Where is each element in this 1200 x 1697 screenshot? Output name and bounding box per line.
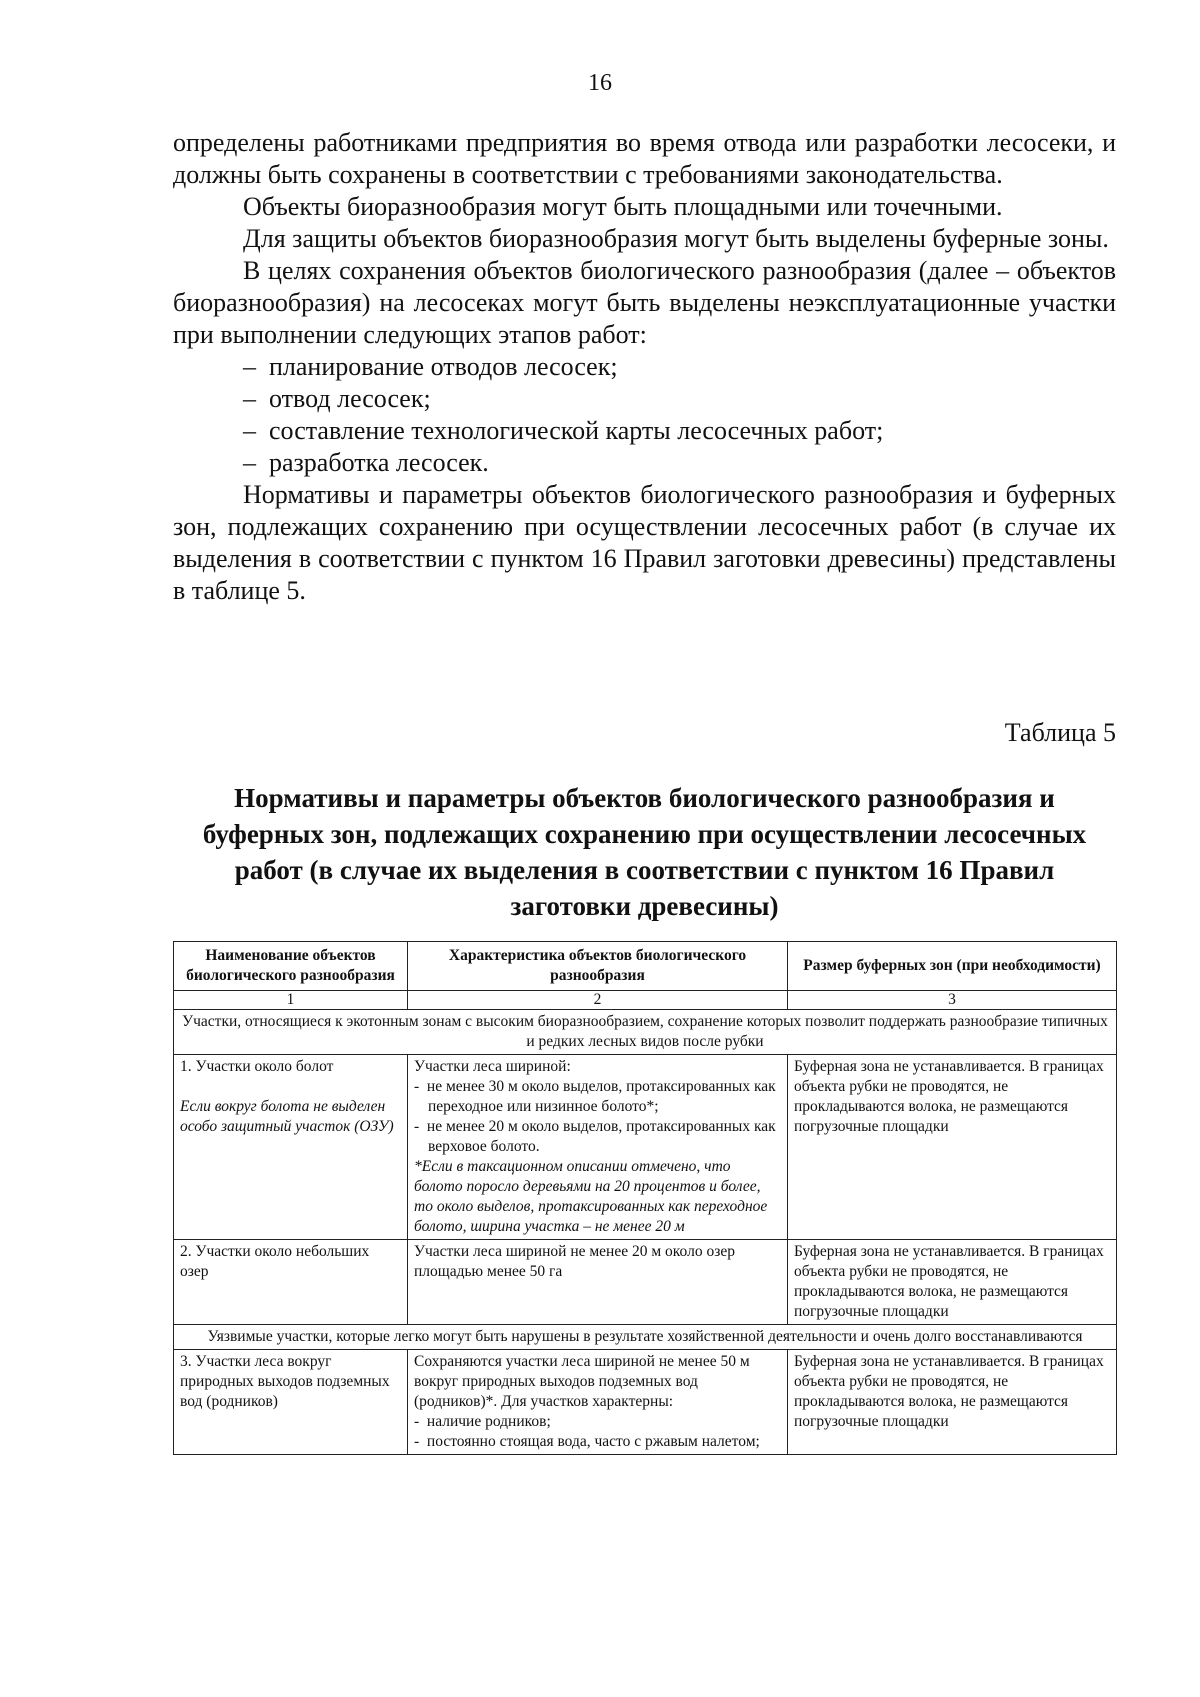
- object-name-note: Если вокруг болота не выделен особо защитный участок (ОЗУ): [180, 1098, 394, 1135]
- paragraph: Объекты биоразнообразия могут быть площадными или точечными.: [243, 192, 1003, 221]
- list-item: - постоянно стоящая вода, часто с ржавым налетом;: [414, 1432, 781, 1452]
- characteristic-cell: Участки леса шириной не менее 20 м около озер площадью менее 50 га: [408, 1240, 788, 1325]
- object-name-cell: [174, 1055, 408, 1240]
- object-name-cell: 3. Участки леса вокруг природных выходов подземных вод (родников): [174, 1350, 408, 1455]
- characteristic-list: [414, 1077, 781, 1157]
- buffer-cell: Буферная зона не устанавливается. В границах объекта рубки не проводятся, не прокладываются волока, не размещаются погрузочные площадки: [788, 1055, 1117, 1240]
- column-number: 2: [408, 991, 788, 1010]
- characteristic-note: *Если в таксационном описании отмечено, что болото поросло деревьями на 20 процентов и более, то около выделов, протаксированных как переходное болото, ширина участка – не менее 20 м: [414, 1158, 768, 1235]
- body-text: [173, 127, 1116, 607]
- list-item: - не менее 30 м около выделов, протаксированных как переходное или низинное болото*;: [414, 1077, 781, 1117]
- characteristic-intro: Участки леса шириной:: [414, 1058, 571, 1075]
- paragraph: Для защиты объектов биоразнообразия могут быть выделены буферные зоны.: [243, 224, 1109, 253]
- table-label: Таблица 5: [1004, 718, 1116, 747]
- table-row: [174, 1240, 1117, 1325]
- page-number: 16: [588, 70, 612, 96]
- group-heading: Участки, относящиеся к экотонным зонам с высоким биоразнообразием, сохранение которых позволит поддержать разнообразие типичных и редких лесных видов после рубки: [174, 1010, 1117, 1055]
- table-title: Нормативы и параметры объектов биологического разнообразия и буферных зон, подлежащих сохранению при осуществлении лесосечных работ (в случае их выделения в соответствии с пунктом 16 Правил заготовки древесины): [202, 783, 1087, 921]
- paragraph: В целях сохранения объектов биологического разнообразия (далее – объектов биоразнообразия) на лесосеках могут быть выделены неэксплуатационные участки при выполнении следующих этапов работ:: [173, 256, 1116, 349]
- object-name-cell: 2. Участки около небольших озер: [174, 1240, 408, 1325]
- characteristic-cell: [408, 1350, 788, 1455]
- list-item: - наличие родников;: [414, 1412, 781, 1432]
- column-number: 1: [174, 991, 408, 1010]
- list-item: – отвод лесосек;: [243, 383, 1116, 415]
- column-number-row: [174, 991, 1117, 1010]
- characteristic-intro: Сохраняются участки леса шириной не менее 50 м вокруг природных выходов подземных вод (родников)*. Для участков характерны:: [414, 1353, 750, 1410]
- buffer-cell: Буферная зона не устанавливается. В границах объекта рубки не проводятся, не прокладываются волока, не размещаются погрузочные площадки: [788, 1240, 1117, 1325]
- column-header: Характеристика объектов биологического разнообразия: [408, 942, 788, 991]
- group-row: [174, 1010, 1117, 1055]
- group-heading: Уязвимые участки, которые легко могут быть нарушены в результате хозяйственной деятельности и очень долго восстанавливаются: [174, 1325, 1117, 1350]
- column-header: Наименование объектов биологического разнообразия: [174, 942, 408, 991]
- list-item: – разработка лесосек.: [243, 447, 1116, 479]
- list-item: - не менее 20 м около выделов, протаксированных как верховое болото.: [414, 1117, 781, 1157]
- list-item: – планирование отводов лесосек;: [243, 351, 1116, 383]
- group-row: [174, 1325, 1117, 1350]
- column-number: 3: [788, 991, 1117, 1010]
- list-item: – составление технологической карты лесосечных работ;: [243, 415, 1116, 447]
- column-header: Размер буферных зон (при необходимости): [788, 942, 1117, 991]
- characteristic-list: [414, 1412, 781, 1452]
- paragraph: Нормативы и параметры объектов биологического разнообразия и буферных зон, подлежащих сохранению при осуществлении лесосечных работ (в случае их выделения в соответствии с пунктом 16 Правил заготовки древесины) представлены в таблице 5.: [173, 480, 1116, 605]
- table-row: [174, 1055, 1117, 1240]
- stages-list: [173, 351, 1116, 479]
- table-row: [174, 1350, 1117, 1455]
- norms-table: [173, 941, 1117, 1455]
- characteristic-cell: [408, 1055, 788, 1240]
- buffer-cell: Буферная зона не устанавливается. В границах объекта рубки не проводятся, не прокладываются волока, не размещаются погрузочные площадки: [788, 1350, 1117, 1455]
- table-header-row: [174, 942, 1117, 991]
- object-name: 1. Участки около болот: [180, 1058, 334, 1075]
- paragraph: определены работниками предприятия во время отвода или разработки лесосеки, и должны быть сохранены в соответствии с требованиями законодательства.: [173, 128, 1116, 189]
